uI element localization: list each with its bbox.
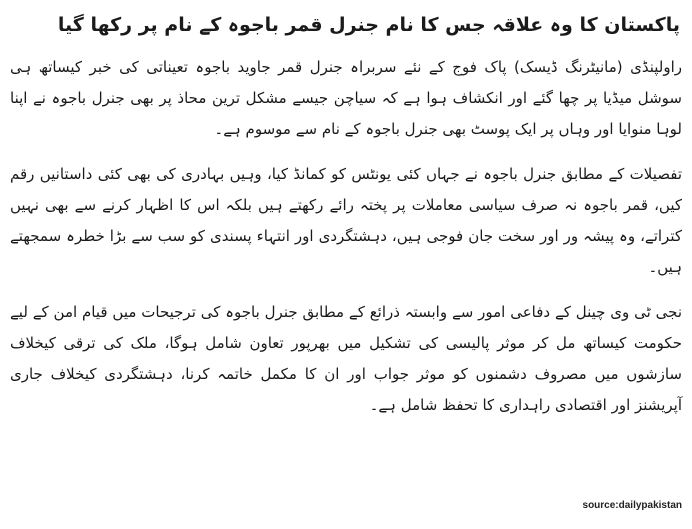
article-paragraph-1: راولپنڈی (مانیٹرنگ ڈیسک) پاک فوج کے نئے سربراہ جنرل قمر جاوید باجوہ تعیناتی کی خبر کیساتھ ہی سوشل میڈیا پر چھا گئے اور انکشاف ہوا ہے کہ سیاچن جیسے مشکل ترین محاذ پر بھی جنرل باجوہ نے اپنا لوہا منوایا اور وہاں پر ایک پوسٹ بھی جنرل باجوہ کے نام سے موسوم ہے۔ <box>10 58 682 138</box>
article-paragraph-2: تفصیلات کے مطابق جنرل باجوہ نے جہاں کئی یونٹس کو کمانڈ کیا، وہیں بہادری کی بھی کئی داستانیں رقم کیں، قمر باجوہ نہ صرف سیاسی معاملات پر پختہ رائے رکھتے ہیں بلکہ اس کا اظہار کرنے سے بھی نہیں کتراتے، وہ پیشہ ور اور سخت جان فوجی ہیں، دہشتگردی اور انتہاء پسندی کو سب سے بڑا خطرہ سمجھتے ہیں۔ <box>10 165 682 276</box>
article <box>10 8 682 435</box>
source-credit: source:dailypakistan <box>582 500 682 511</box>
article-paragraph-3: نجی ٹی وی چینل کے دفاعی امور سے وابستہ ذرائع کے مطابق جنرل باجوہ کی ترجیحات میں قیام امن کے لیے حکومت کیساتھ مل کر موثر پالیسی کی تشکیل میں بھرپور تعاون شامل ہوگا، ملک کی ترقی کیخلاف سازشوں میں مصروف دشمنوں کو موثر جواب اور ان کا مکمل خاتمہ کرنا، دہشتگردی کیخلاف جاری آپریشنز اور اقتصادی راہداری کا تحفظ شامل ہے۔ <box>10 303 682 414</box>
article-title: پاکستان کا وہ علاقہ جس کا نام جنرل قمر باجوہ کے نام پر رکھا گیا <box>57 14 680 36</box>
